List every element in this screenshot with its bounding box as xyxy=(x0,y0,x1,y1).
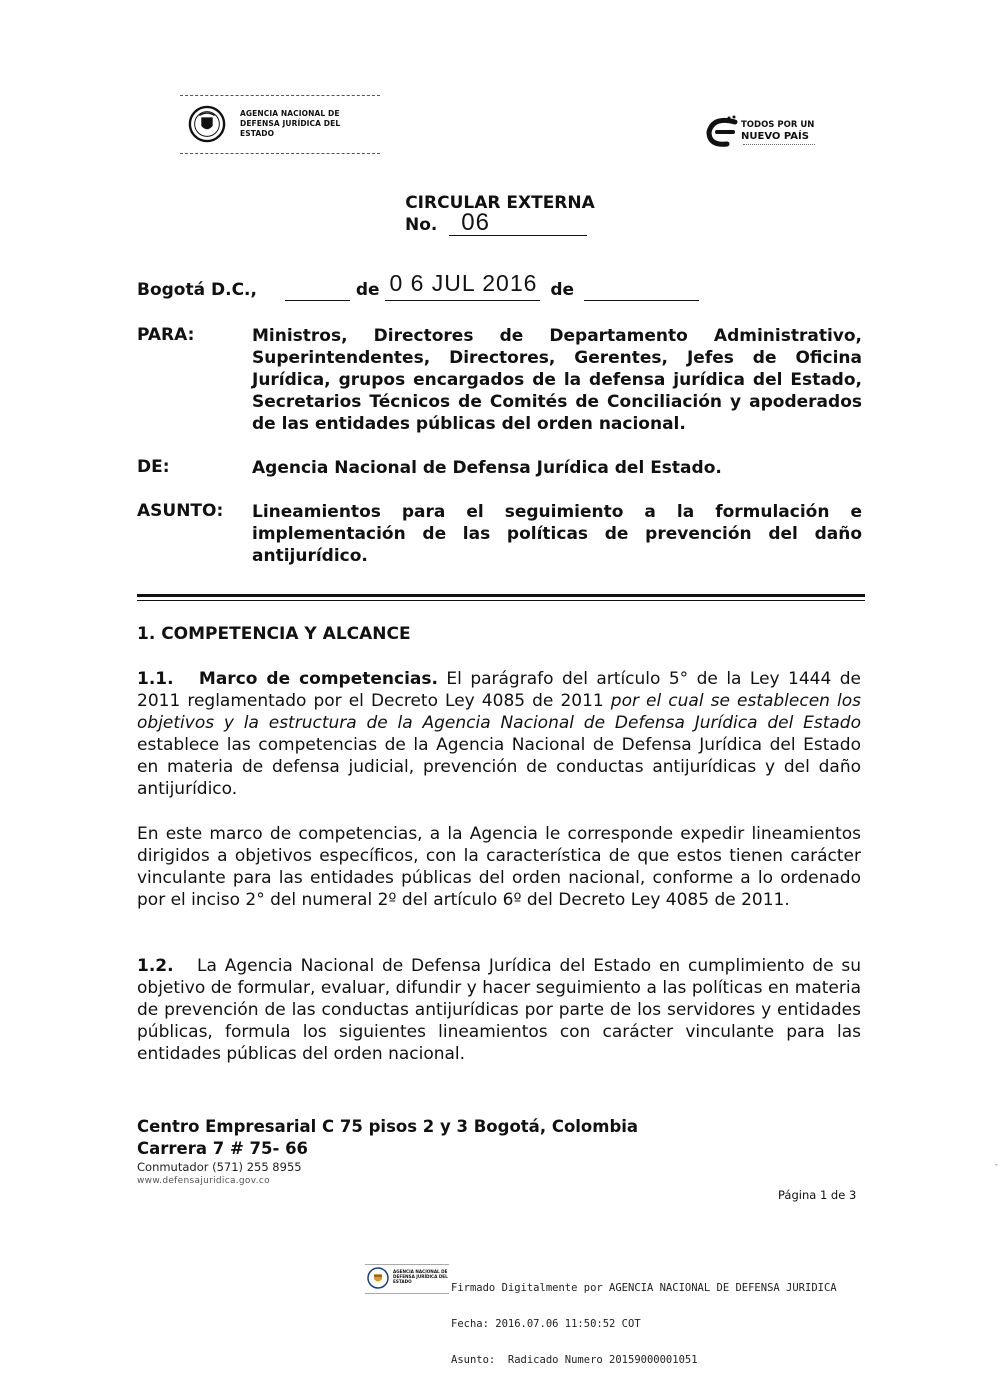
government-logo-line-1: TODOS POR UN xyxy=(741,120,815,130)
date-de-2: de xyxy=(550,280,575,300)
logo-rule-top xyxy=(180,95,380,96)
number-label: No. xyxy=(405,215,438,235)
logo-tagline-rule xyxy=(743,144,815,145)
date-row xyxy=(137,270,699,301)
government-logo-line-2: NUEVO PAÍS xyxy=(741,131,809,142)
agency-logo xyxy=(180,95,385,157)
signature-text xyxy=(451,1258,837,1390)
signature-logo-line-3: ESTADO xyxy=(393,1279,412,1284)
signature-seal-icon xyxy=(367,1267,389,1289)
document-title: CIRCULAR EXTERNA xyxy=(405,193,595,213)
number-blank xyxy=(449,209,587,236)
circular-number-row xyxy=(405,209,587,236)
p3-number: 1.2. xyxy=(137,956,174,976)
p3-text: La Agencia Nacional de Defensa Jurídica del Estado en cumplimiento de su objetivo de formular, evaluar, difundir y hacer seguimiento a las políticas en materia de prevención de las conductas antijurídicas por parte de los servidores y entidades públicas, formula los siguientes lineamientos con carácter vinculante para las entidades públicas del orden nacional. xyxy=(137,956,861,1064)
agency-logo-text xyxy=(240,109,370,139)
signature-line-2: Fecha: 2016.07.06 11:50:52 COT xyxy=(451,1318,641,1330)
number-value: 06 xyxy=(461,209,490,236)
date-value: 0 6 JUL 2016 xyxy=(389,270,538,296)
p1-heading: Marco de competencias. xyxy=(198,669,438,689)
para-label: PARA: xyxy=(137,325,195,345)
page-number: Página 1 de 3 xyxy=(778,1188,857,1202)
asunto-label: ASUNTO: xyxy=(137,501,224,521)
paragraph-1-2 xyxy=(137,955,861,1065)
signature-logo-text xyxy=(393,1269,448,1284)
p1-text-italic: por el cual se establecen los objetivos y la estructura de la Agencia Nacional de Defensa Jurídica del Estado xyxy=(137,691,861,733)
p1-number: 1.1. xyxy=(137,669,174,689)
address-line-1: Centro Empresarial C 75 pisos 2 y 3 Bogotá, Colombia xyxy=(137,1117,639,1136)
coat-of-arms-icon xyxy=(188,105,226,143)
agency-logo-line-2: DEFENSA JURÍDICA DEL xyxy=(240,119,341,128)
city-label: Bogotá D.C., xyxy=(137,280,257,300)
p1-text-b: establece las competencias de la Agencia Nacional de Defensa Jurídica del Estado en materia de defensa judicial, prevención de conductas antijurídicas y del daño antijurídico. xyxy=(137,735,861,799)
government-logo-text xyxy=(741,120,814,142)
asunto-value: Lineamientos para el seguimiento a la formulación e implementación de las políticas de prevención del daño antijurídico. xyxy=(252,502,862,566)
section-title: 1. COMPETENCIA Y ALCANCE xyxy=(137,624,411,644)
logo-rule-bottom xyxy=(180,153,380,154)
para-value: Ministros, Directores de Departamento Administrativo, Superintendentes, Directores, Gerentes, Jefes de Oficina Jurídica, grupos encargados de la defensa jurídica del Estado, Secretarios Técnicos de Comités de Conciliación y apoderados de las entidades públicas del orden nacional. xyxy=(252,326,862,434)
signature-logo xyxy=(365,1264,449,1294)
footer-contact xyxy=(137,1160,302,1188)
edge-mark: - xyxy=(994,1160,998,1170)
signature-line-1: Firmado Digitalmente por AGENCIA NACIONAL DE DEFENSA JURIDICA xyxy=(451,1282,837,1294)
government-logo xyxy=(705,110,820,155)
date-blank xyxy=(385,270,540,301)
date-de-1: de xyxy=(355,280,380,300)
de-label: DE: xyxy=(137,457,170,477)
paragraph-2: En este marco de competencias, a la Agencia le corresponde expedir lineamientos dirigidos a objetivos específicos, con la característica de que estos tienen carácter vinculante para las entidades públicas del orden nacional, conforme a lo ordenado por el inciso 2° del numeral 2º del artículo 6º del Decreto Ley 4085 de 2011. xyxy=(137,824,861,910)
address-line-2: Carrera 7 # 75- 66 xyxy=(137,1139,309,1158)
nuevo-pais-icon xyxy=(705,114,739,150)
phone-text: Conmutador (571) 255 8955 xyxy=(137,1160,302,1174)
header-separator xyxy=(137,594,865,601)
website-link[interactable]: www.defensajuridica.gov.co xyxy=(137,1176,270,1186)
agency-logo-line-3: ESTADO xyxy=(240,129,275,138)
de-value: Agencia Nacional de Defensa Jurídica del Estado. xyxy=(252,458,722,478)
paragraph-1-1 xyxy=(137,668,861,800)
digital-signature xyxy=(365,1258,865,1366)
year-blank xyxy=(584,280,699,301)
signature-line-3: Asunto: Radicado Numero 20159000001051 xyxy=(451,1354,698,1366)
signature-logo-line-1: AGENCIA NACIONAL DE xyxy=(393,1269,448,1274)
agency-logo-line-1: AGENCIA NACIONAL DE xyxy=(240,109,340,118)
day-blank xyxy=(285,280,350,301)
footer-address xyxy=(137,1116,638,1160)
signature-logo-line-2: DEFENSA JURÍDICA DEL xyxy=(393,1274,448,1279)
p1-text-a: El parágrafo del artículo 5° de la Ley 1444 de 2011 reglamentado por el Decreto Ley 4085 de 2011 xyxy=(137,669,861,711)
